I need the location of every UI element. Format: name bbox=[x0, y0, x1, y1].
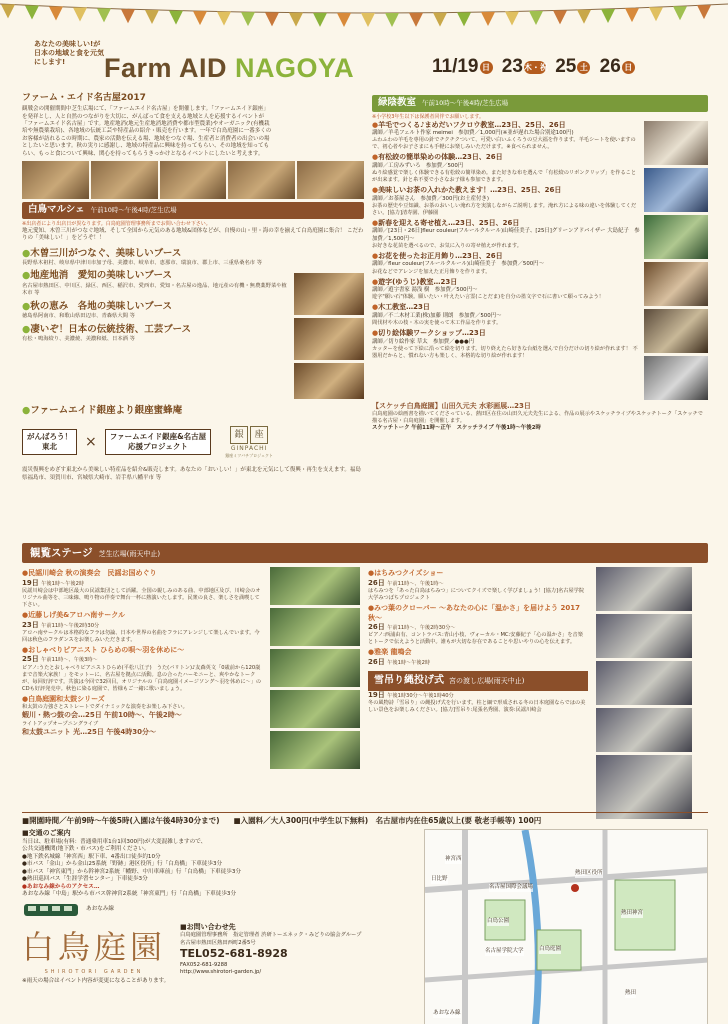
bunting-flag bbox=[625, 8, 639, 22]
bunting-flag bbox=[313, 13, 327, 27]
fax-number: FAX052-681-9288 bbox=[180, 961, 228, 968]
workshop-item-title: ●有松絞の簡単染めの体験…23日、26日 bbox=[372, 153, 503, 162]
workshop-item-line: 講師／工房みずいろ 参加費／500円 bbox=[372, 162, 464, 169]
bunting-flag bbox=[433, 13, 447, 27]
stage-item-date: 23日 午前11時〜午後2時30分 bbox=[22, 620, 100, 629]
bunting-flag bbox=[145, 10, 159, 24]
bunting-flag bbox=[25, 6, 39, 20]
bunting-flag bbox=[265, 12, 279, 26]
map-label: 白鳥公園 bbox=[487, 918, 510, 925]
sketch-times: スケッチトーク 午前11時〜正午 スケッチライブ 午後1時〜午後2時 bbox=[372, 425, 541, 432]
garden-logo: 白鳥庭園 SHIROTORI GARDEN bbox=[22, 927, 167, 976]
stage-item bbox=[22, 695, 262, 711]
stage-item-date: 19日 午後1時〜午後2時 bbox=[22, 578, 85, 587]
stage-item-desc: はちみつを「あった白鳥はちみつ」についてクイズで楽しく学びましょう！[協力]名古屋学院大学みつばちプロジェクト bbox=[368, 588, 585, 602]
workshop-item-line: 講師／遊字書家 湯浅 樹 参加費／500円〜 bbox=[372, 287, 478, 294]
map-label: 白鳥庭園 bbox=[539, 946, 562, 953]
workshop-item bbox=[372, 252, 640, 276]
workshop-item-title: ●お花を使ったお正月飾り…23日、26日 bbox=[372, 251, 503, 260]
stage-left bbox=[22, 567, 262, 819]
workshop-list bbox=[372, 121, 640, 400]
bunting-flag bbox=[337, 13, 351, 27]
map-graphic bbox=[425, 830, 708, 1024]
stage-item bbox=[22, 611, 262, 644]
workshop-item-line: 講師／[23日・26日]fleur couleur(フルールクルール)山崎佳美子、[25日]グリーンアドバイザー 大島紀子 参加費／1,500円〜 bbox=[372, 228, 640, 242]
workshop-item-title: ●遊字(ゆうじ)教室…23日 bbox=[372, 277, 458, 286]
intro-body: 観戦会の開催期間中芝生広場にて、「ファームエイド名古屋」を開催します。「ファームエイド銀座」を発祥とし、人と自然のつながりを大切に、がんばって食を支える地域と人を応援するイベントが「ファームエイド名古屋」です。地産地消(地元生産地消地消費や都市型農業)やオーガニック(有機栽培や無農薬栽培)、各地域の伝統工芸や特産品の紹介・販売を行います。一年で白鳥庭園に一番多くのお客様が訪れるこの時期に、農家の活動を伝える場、地域をつなぐ場、生産者と消費者の出会いの場としたいと思います。秋の実りに感謝し、地域の特産品に興味を持ってもらい、その地域を知ってもらい、もっと食について興味、関心を持ってもらうきっかけとなるイベントにしたいと考えます。 bbox=[22, 106, 272, 157]
map-label: 熱田区役所 bbox=[575, 870, 603, 877]
stage-item-desc: アロハ南サークルは本格的なフラは勿論、日本や世界の名曲をフラにアレンジして楽しんでいます。今回は秋色のフラダンスをお楽しみいただきます。 bbox=[22, 629, 260, 643]
cross-mark: × bbox=[85, 433, 97, 450]
workshop-item-line: 講師／切り絵作家 草太 参加費／●●●円 bbox=[372, 338, 475, 345]
bunting-flag bbox=[121, 9, 135, 23]
workshop-item bbox=[372, 121, 640, 152]
stage-item-title: ●白鳥庭園和太鼓シリーズ bbox=[22, 694, 105, 703]
marche-group-list: 長野県木祖村、岐阜県中津川市加子母、美濃市、岐阜市、恵那市、瑞浪市、郡上市、三重県桑名市 等 bbox=[22, 260, 263, 267]
date-1: 11/19 日 bbox=[432, 54, 493, 80]
bunting-flag bbox=[409, 13, 423, 27]
train-label: あおなみ線 bbox=[86, 906, 114, 913]
bunting-flag bbox=[73, 8, 87, 22]
workshop-item bbox=[372, 329, 640, 360]
bunting-flag bbox=[649, 7, 663, 21]
workshop-bar: 緑陰教室 午前10時〜午後4時/芝生広場 bbox=[372, 95, 708, 112]
stage-item-desc: 民謡川崎会は中部地区最大の民謡集団として活躍。全国の親しみのある曲、中部地区及び、川崎会のオリジナル曲等を、三味線、鳴り物の伴奏で舞台一杯に熱演いたします。民衆の良さ、楽しさを満喫して下さい。 bbox=[22, 588, 261, 609]
marche-group-title: ●地産地消 愛知の美味しいブース bbox=[22, 270, 173, 282]
stage-right bbox=[368, 567, 588, 819]
tohoku-box: がんばろう！ 東北 bbox=[22, 429, 77, 455]
stage-item-date: 25日 午前11時〜、午後3時〜 bbox=[22, 655, 98, 664]
workshop-item-title: ●木工教室…23日 bbox=[372, 303, 430, 312]
stage-item bbox=[368, 648, 588, 667]
bunting-flag bbox=[217, 12, 231, 26]
workshop-item bbox=[372, 186, 640, 217]
map-label: 名古屋学院大学 bbox=[485, 948, 524, 955]
stage-item bbox=[368, 604, 588, 646]
stage-item-date: 26日 午前11時〜、午後2時30分〜 bbox=[368, 622, 456, 631]
workshop-item-title: ●新春を迎える寄せ植え…23日、25日、26日 bbox=[372, 218, 520, 227]
rain-note: ※雨天の場合はイベント内容が変更になることがあります。 bbox=[22, 977, 170, 984]
sketch-title: 【スケッチ白鳥庭園】山田久元夫 水彩画展…23日 bbox=[372, 401, 531, 410]
marche-bar: 白鳥マルシェ 午前10時〜午後4時/芝生広場 bbox=[22, 202, 364, 219]
workshop-item-line: 講師／不二木材工業(株)加藤 則朗 参加費／500円〜 bbox=[372, 312, 502, 319]
event-dates bbox=[432, 54, 639, 80]
website-link[interactable]: http://www.shirotori-garden.jp/ bbox=[180, 968, 262, 975]
right-column bbox=[372, 92, 708, 432]
bunting-flag bbox=[193, 11, 207, 25]
stage-item-title: ●みつ葉のクローバー 〜あなたの心に「温かさ」を届けよう 2017秋〜 bbox=[368, 604, 580, 622]
marche-group-title: ●秋の恵み 各地の美味しいブース bbox=[22, 300, 173, 312]
opening-hours: ■開園時間／午前9時〜午後5時(入園は午後4時30分まで) bbox=[22, 816, 220, 825]
map-label: 名古屋国際会議場 bbox=[489, 884, 534, 891]
bunting-flag bbox=[529, 11, 543, 25]
bunting-flag bbox=[289, 13, 303, 27]
map-label: あおなみ線 bbox=[433, 1010, 461, 1017]
yukizuri-date: 19日 午後1時30分〜午後1時40分 bbox=[368, 690, 454, 699]
workshop-item bbox=[372, 219, 640, 250]
stage-item-desc: ピアノ:うたとおしゃべりピアニストひらめ(平松八江子) うた(バリトン)♪友森英文「0歳前から120歳まで音楽大家族！」をモットーに、名古屋を拠点に活動。息の合ったハーモニーと、爽やかなトークが、毎回好評です。共演は今回で32回目。オリジナルの「白鳥庭園イメージソング〜羽を休めに〜」のCDも好評発売中。秋色に染る庭園で、皆様もご一緒に歌いましょう。 bbox=[22, 664, 262, 692]
sketch-desc: 白鳥庭園の絵画書を描いてくださっている、熱田区在住の山田久元夫先生による、作品の展示やスケッチライブやスケッチトーク「スケッチで描る名古屋・白鳥庭園」を開催します。 bbox=[372, 411, 703, 425]
map-label: 熱田神宮 bbox=[621, 910, 644, 917]
bunting-flag bbox=[385, 13, 399, 27]
workshop-item-line: 講師／fleur couleur(フルールクルール)山崎佳美子 参加費／500円〜 bbox=[372, 261, 544, 268]
workshop-item-desc: ふわふわの羊毛を専用の針でチクチクついて、可愛い白いふくろうの豆大福を作ります。羊毛シートを使いますので、初心者やお子さまにも手軽にお楽しみいただけます。※食べられません。 bbox=[372, 137, 636, 151]
train-icon bbox=[22, 901, 82, 919]
stage-bar: 観覧ステージ 芝生広場(雨天中止) bbox=[22, 543, 708, 563]
bunting-flag bbox=[361, 13, 375, 27]
intro-photos bbox=[22, 161, 364, 199]
workshop-item-line: 講師／羊毛フェルト作家 meimei 参加費／1,000円(※並が遅れた場合別途100円) bbox=[372, 130, 574, 136]
marche-body: 地元愛知、木曽三川がつなぐ地域、そして全国から元気のある地域&団体などが、自慢の山・里・海の幸を揃えて白鳥庭園に集合！ こだわりの「美味しい！」をどうぞ！！ bbox=[22, 227, 364, 242]
bunting-flag bbox=[673, 6, 687, 20]
access-line: 当日は、駐車場(有料：普通乗用車1台1回300円)が大変混雑しますので、 bbox=[22, 838, 207, 845]
ginza-body: 震災復興をめざす東北から美味しい特産品を紹介&販売します。あなたの「おいしい！」が東北を元気にして復興・再生を支えます。福島県福島市、須賀川市、宮城県大崎市、岩手県八幡平市 等 bbox=[22, 467, 361, 481]
stage-item bbox=[368, 569, 588, 602]
workshop-item-desc: お茶の歴史や豆知識、お茶のおいしい淹れ方を実演しながらご説明します。淹れ方による味の違いを体験してください。[協力]清寿園、伊藤園 bbox=[372, 202, 637, 216]
stage-item-date: 26日 午前11時〜、午後1時〜 bbox=[368, 578, 444, 587]
bunting-flag bbox=[49, 7, 63, 21]
workshop-item-desc: 間伐材や木の枝・木の実を使って木工作品を作ります。 bbox=[372, 320, 502, 327]
bunting-flag bbox=[1, 4, 15, 18]
access-heading: ■交通のご案内 bbox=[22, 829, 71, 838]
taiko-note: ライトアップオープニングライブ bbox=[22, 720, 99, 727]
stage-item-title: ●おしゃべりピアニスト ひらめの唄〜羽を休めに〜 bbox=[22, 646, 185, 654]
brand-sub: NAGOYA bbox=[235, 53, 355, 83]
bunting-flag bbox=[481, 12, 495, 26]
workshop-item-desc: カッターを使って下絵に沿って絵を切ります。切り終えたら好きな台紙を選んで自分だけの切り絵が作れます！ 不器用だからと、慣れない方も楽しく、本格的な切り絵が作れます！ bbox=[372, 345, 638, 359]
access-line: ●市バス「神宮東門」から幹神宮2系統「幡野、中川車庫前」行「白鳥橋」下車徒歩3分 bbox=[22, 868, 241, 875]
workshop-item-title: ●羊毛でつくる♪まめだいフクロウ教室…23日、25日、26日 bbox=[372, 120, 566, 129]
bunting-flag bbox=[505, 12, 519, 26]
workshop-item bbox=[372, 303, 640, 327]
workshop-item-desc: ぬり絵感覚で楽しく体験できる有松絞の簡単染め。また好きな布を選んで「有松絞のリボンクリップ」を作ることが出来ます。針と糸不要で小さなお子様も参加できます。 bbox=[372, 170, 637, 184]
ginza-row bbox=[22, 420, 364, 464]
access-line: 公共交通機関(地下鉄・市バス)をご利用ください。 bbox=[22, 846, 150, 853]
contact-block: ■お問い合わせ先 白鳥庭園管理事務所 指定管理者 渋研トーエネック・みどりの協会グループ 名古屋市熱田区熱田西町2番5号 TEL052-681-8928 FAX052-681-9288 http://www.shirotori-garden.jp/ bbox=[180, 922, 362, 975]
yukizuri-bar: 雪吊り縄投げ式 宮の渡し広場(雨天中止) bbox=[368, 671, 588, 691]
stage-item bbox=[22, 569, 262, 609]
marche-group-list: 有松・鳴海絞り、美濃焼、美濃和紙、日本酒 等 bbox=[22, 336, 135, 343]
stage-item-date: 26日 午後1時〜午後2時 bbox=[368, 657, 431, 666]
marche-photos bbox=[294, 273, 364, 399]
stage-item-title: ●民謡川崎会 秋の演奏会 民謡お国めぐり bbox=[22, 569, 157, 578]
workshop-item bbox=[372, 278, 640, 302]
map-label: 熱田 bbox=[625, 990, 637, 997]
stage-item bbox=[22, 646, 262, 693]
bunting-flag bbox=[697, 5, 711, 19]
yukizuri-desc: 冬の風物詩「雪吊り」の縄投げ式を行います。柱と綱で形成される冬の日本庭園ならではの美しい景色をお楽しみください。[協力]雪吊り:尾張名秀園、演奏:民謡川崎会 bbox=[368, 700, 586, 714]
marche-group-title: ●凄いぞ！日本の伝統技術、工芸ブース bbox=[22, 323, 192, 335]
date-3: 25 土 bbox=[555, 54, 590, 80]
access-line: ●地下鉄名城線「神宮西」駅下車、4番出口徒歩約10分 bbox=[22, 853, 161, 860]
workshop-item-desc: お花などでアレンジを加えた正月飾りを作ります。 bbox=[372, 268, 491, 275]
bunting-flag bbox=[601, 9, 615, 23]
tagline: あなたの美味しい!が日本の地域と食を元気にします! bbox=[34, 40, 104, 66]
intro-title: ファーム・エイド名古屋2017 bbox=[22, 93, 146, 103]
workshop-item bbox=[372, 153, 640, 184]
ginpachi-logo: 銀 座 GINPACHI 銀座ミツバチプロジェクト bbox=[219, 420, 279, 464]
stage-left-photos bbox=[270, 567, 360, 819]
stage-item-title: ●近藤しげ美&アロハ南サークル bbox=[22, 611, 126, 620]
bunting-flag bbox=[241, 12, 255, 26]
bunting-flag bbox=[553, 10, 567, 24]
project-box: ファームエイド銀座&名古屋 応援プロジェクト bbox=[105, 429, 211, 455]
aonami-line: あおなみ線「中島」駅から市バス幹神宮2系統「神宮東門」行「白鳥橋」下車徒歩3分 bbox=[22, 891, 237, 898]
workshop-item-line: 講師／お茶屋さん 参加費／300円(お土産付き) bbox=[372, 195, 489, 202]
map-label: 日比野 bbox=[431, 876, 448, 883]
stage-right-photos bbox=[596, 567, 692, 819]
date-4: 26 日 bbox=[600, 54, 635, 80]
stage-item-title: ●雅楽 龍鳴会 bbox=[368, 648, 412, 657]
stage-item-desc: ピアノ:西浦由有、コントラバス:青山小枝、ヴォーカル・MC:安藤紀子「心の温かさ」を音楽とトークで伝えようと活動中。誰もが大切な存在であることや思いやりの心を伝えます。 bbox=[368, 632, 583, 646]
header bbox=[0, 28, 728, 88]
access-map bbox=[424, 829, 708, 1024]
marche-group-title: ●木曽三川がつなぐ、美味しいブース bbox=[22, 247, 182, 259]
bunting-flag bbox=[97, 8, 111, 22]
workshop-item-title: ●切り絵体験ワークショップ…23日 bbox=[372, 329, 486, 338]
access-line: ●市バス「金山」から金山25系統「野跡」港区役所」行「白鳥橋」下車徒歩3分 bbox=[22, 861, 223, 868]
taiko-1: 蝦川・熱つ鼓の会…25日 午前10時〜、午後2時〜 bbox=[22, 711, 182, 720]
workshop-item-desc: 遊字"願い石"体験。願いたい・叶えたい言霊(ことだま)を自分の墨文字で石に書いて願ってみよう！ bbox=[372, 294, 604, 301]
marche-group-list: 徳島県阿南市、和歌山県田辺市、青森県大間 等 bbox=[22, 313, 135, 320]
stage-item-title: ●はちみつクイズショー bbox=[368, 569, 444, 578]
bunting-flag bbox=[577, 10, 591, 24]
admission-fee: ■入園料／大人300円(中学生以下無料) 名古屋市内在住65歳以上(要 敬老手帳等) 100円 bbox=[233, 816, 542, 825]
ginza-title: ●ファームエイド銀座より銀座蜜蜂庵 bbox=[22, 404, 183, 416]
bunting-flag bbox=[457, 12, 471, 26]
phone-number[interactable]: TEL052-681-8928 bbox=[180, 946, 288, 960]
date-2: 23木・祝 bbox=[501, 56, 548, 77]
workshop-item-desc: お好きな花苗を選べるので、お気に入りの寄せ植えが作れます。 bbox=[372, 242, 522, 249]
taiko-2: 和太鼓ユニット 光…25日 午後4時30分〜 bbox=[22, 727, 156, 736]
map-label: 神宮西 bbox=[445, 856, 462, 863]
stage-item-desc: 和太鼓の力強さとストレートでダイナミックな演奏をお楽しみ下さい。 bbox=[22, 704, 188, 711]
left-column bbox=[22, 92, 364, 484]
info-section bbox=[22, 812, 708, 1024]
bunting-flag bbox=[169, 11, 183, 25]
brand-title bbox=[104, 50, 354, 86]
access-line: ●熱田巡回バス「生涯学習センター」下車徒歩3分 bbox=[22, 876, 148, 883]
marche-group-list: 名古屋市熱田区、中川区、緑区、西区、稲沢市、愛西市、愛知・名古屋の逸品、地元産の有機・無農薬野菜や植木市 等 bbox=[22, 283, 287, 297]
workshop-note: ※小学校3年生以下は保護者同伴でお願いします。 bbox=[372, 113, 484, 120]
workshop-item-title: ●美味しいお茶の入れかた教えます！…23日、25日、26日 bbox=[372, 186, 562, 195]
marche-note: ※出店者により出店日が異なります。白鳥庭園管理事務所までお問い合わせ下さい。 bbox=[22, 220, 211, 227]
aonami-heading: ●あおなみ線からのアクセス… bbox=[22, 883, 100, 890]
brand-main: Farm AID bbox=[104, 53, 228, 83]
stage-section bbox=[22, 543, 708, 819]
workshop-photos bbox=[644, 121, 708, 400]
